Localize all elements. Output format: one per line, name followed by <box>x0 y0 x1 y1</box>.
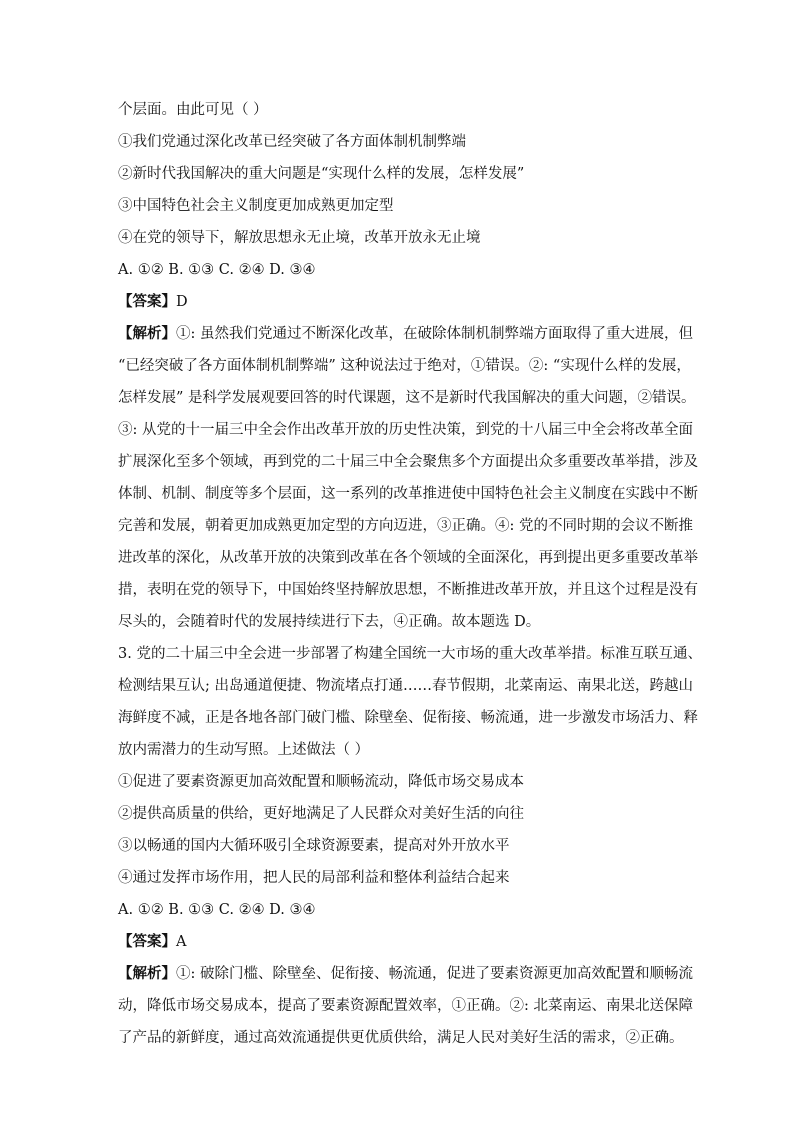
q2-answer-label: 【答案】 <box>118 293 176 310</box>
q2-stem-tail: 个层面。由此可见（ ） <box>118 102 268 118</box>
q3-answer-value: A <box>176 934 187 950</box>
q2-answer-value: D <box>176 294 188 310</box>
q3-analysis-text-1: ①: 破除门槛、除壁垒、促衔接、畅流通，促进了要素资源更加高效配置和顺畅流 <box>176 966 693 982</box>
q3-analysis-line-2: 动，降低市场交易成本，提高了要素资源配置效率，①正确。②: 北菜南运、南果北送保障 <box>118 998 693 1014</box>
q2-analysis-line-7: 完善和发展，朝着更加成熟更加定型的方向迈进，③正确。④: 党的不同时期的会议不断推 <box>118 518 693 534</box>
q3-analysis-label: 【解析】 <box>118 965 176 982</box>
q2-analysis-line-9: 措，表明在党的领导下，中国始终坚持解放思想，不断推进改革开放，并且这个过程是没有 <box>118 582 698 598</box>
q2-option-2: ②新时代我国解决的重大问题是“实现什么样的发展，怎样发展” <box>118 166 525 182</box>
q2-option-1: ①我们党通过深化改革已经突破了各方面体制机制弊端 <box>118 134 466 150</box>
q2-analysis-line-10: 尽头的，会随着时代的发展持续进行下去，④正确。故本题选 D。 <box>118 614 541 630</box>
q2-analysis-label: 【解析】 <box>118 325 176 342</box>
q3-stem-line-3: 海鲜度不减，正是各地各部门破门槛、除壁垒、促衔接、畅流通，进一步激发市场活力、释 <box>118 710 698 726</box>
q3-option-1: ①促进了要素资源更加高效配置和顺畅流动，降低市场交易成本 <box>118 774 524 790</box>
q2-analysis-text-1: ①: 虽然我们党通过不断深化改革，在破除体制机制弊端方面取得了重大进展，但 <box>176 326 693 342</box>
q2-analysis-line-1 <box>118 324 693 344</box>
q3-analysis-line-1 <box>118 964 693 984</box>
q2-option-4: ④在党的领导下，解放思想永无止境，改革开放永无止境 <box>118 230 481 246</box>
q3-stem-line-1: 3. 党的二十届三中全会进一步部署了构建全国统一大市场的重大改革举措。标准互联互通、 <box>118 646 702 662</box>
q2-option-3: ③中国特色社会主义制度更加成熟更加定型 <box>118 198 394 214</box>
q3-stem-line-2: 检测结果互认; 出岛通道便捷、物流堵点打通……春节假期，北菜南运、南果北送，跨越山 <box>118 678 693 694</box>
q2-analysis-line-4: ③: 从党的十一届三中全会作出改革开放的历史性决策，到党的十八届三中全会将改革全面 <box>118 422 693 438</box>
document-page <box>118 100 702 1060</box>
q2-analysis-line-3: 怎样发展” 是科学发展观要回答的时代课题，这不是新时代我国解决的重大问题，②错误。 <box>118 390 696 406</box>
q3-analysis-line-3: 了产品的新鲜度，通过高效流通提供更优质供给，满足人民对美好生活的需求，②正确。 <box>118 1030 684 1046</box>
q3-choices: A. ①② B. ①③ C. ②④ D. ③④ <box>118 902 316 918</box>
q2-analysis-line-6: 体制、机制、制度等多个层面，这一系列的改革推进使中国特色社会主义制度在实践中不断 <box>118 486 698 502</box>
q2-choices: A. ①② B. ①③ C. ②④ D. ③④ <box>118 262 316 278</box>
q3-option-2: ②提供高质量的供给，更好地满足了人民群众对美好生活的向往 <box>118 806 524 822</box>
q2-answer <box>118 292 684 312</box>
q3-option-3: ③以畅通的国内大循环吸引全球资源要素，提高对外开放水平 <box>118 838 510 854</box>
q3-option-4: ④通过发挥市场作用，把人民的局部利益和整体利益结合起来 <box>118 870 510 886</box>
q3-answer <box>118 932 684 952</box>
q2-analysis-line-5: 扩展深化至多个领域，再到党的二十届三中全会聚焦多个方面提出众多重要改革举措，涉及 <box>118 454 698 470</box>
q2-analysis <box>118 324 698 632</box>
q3-analysis <box>118 964 693 1048</box>
q2-analysis-line-8: 进改革的深化，从改革开放的决策到改革在各个领域的全面深化，再到提出更多重要改革举 <box>118 550 698 566</box>
q2-analysis-line-2: “已经突破了各方面体制机制弊端” 这种说法过于绝对，①错误。②: “实现什么样的发展， <box>118 358 691 374</box>
q3-stem-line-4: 放内需潜力的生动写照。上述做法（ ） <box>118 742 370 758</box>
q3-answer-label: 【答案】 <box>118 933 176 950</box>
